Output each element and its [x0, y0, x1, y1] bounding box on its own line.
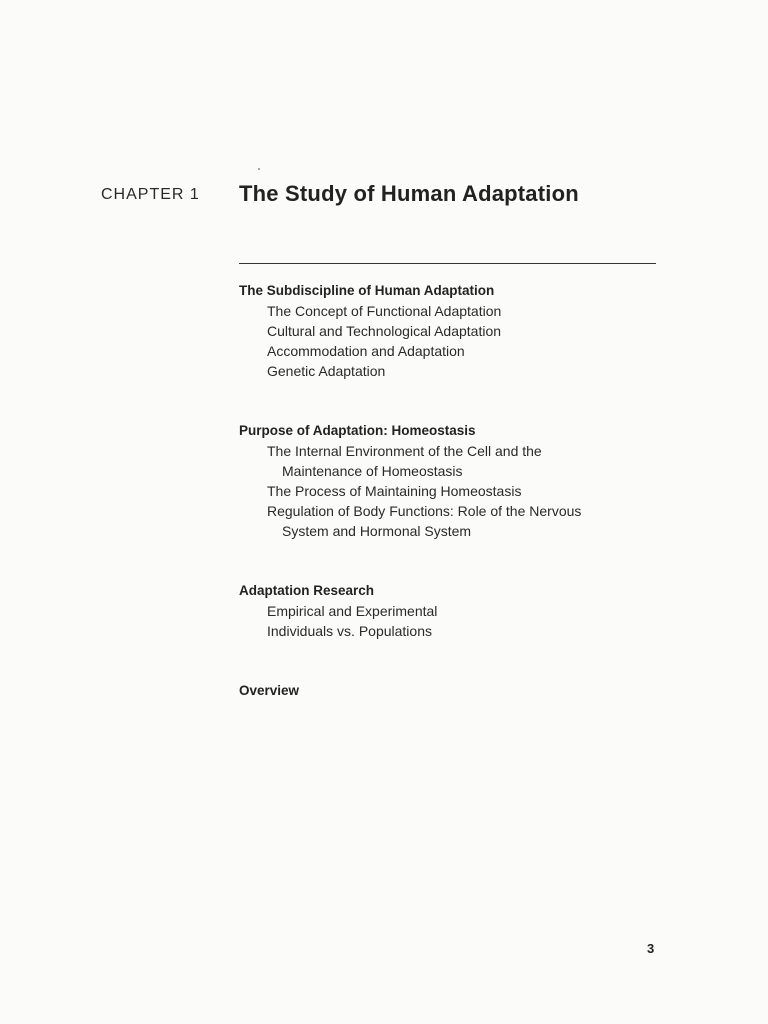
outline-item-continuation: Maintenance of Homeostasis: [282, 463, 463, 479]
chapter-title: The Study of Human Adaptation: [239, 181, 579, 206]
section-item-list: [239, 301, 501, 381]
section-heading: Adaptation Research: [239, 583, 375, 598]
print-speck: [258, 168, 260, 170]
outline-item: Empirical and Experimental: [267, 603, 438, 619]
outline-item: Accommodation and Adaptation: [267, 343, 465, 359]
outline-item: The Concept of Functional Adaptation: [267, 303, 502, 319]
outline-item: [239, 481, 581, 501]
section-heading: The Subdiscipline of Human Adaptation: [239, 283, 495, 298]
outline-item-continuation: System and Hormonal System: [282, 523, 472, 539]
outline-item-line: The Internal Environment of the Cell and the: [267, 443, 542, 459]
page-number: 3: [647, 941, 655, 956]
outline-section-research: [239, 581, 437, 641]
outline-section-overview: [239, 681, 299, 701]
section-heading: Purpose of Adaptation: Homeostasis: [239, 423, 476, 438]
outline-item: [239, 501, 581, 541]
outline-item-line: The Process of Maintaining Homeostasis: [267, 483, 522, 499]
outline-section-homeostasis: [239, 421, 581, 541]
section-item-list: [239, 601, 437, 641]
outline-item-line: Regulation of Body Functions: Role of the Nervous: [267, 503, 582, 519]
outline-section-subdiscipline: [239, 281, 501, 381]
outline-item: Cultural and Technological Adaptation: [267, 323, 502, 339]
outline-item: Genetic Adaptation: [267, 363, 386, 379]
section-heading: Overview: [239, 683, 300, 698]
title-divider: [239, 263, 656, 264]
chapter-label: CHAPTER 1: [101, 186, 200, 203]
outline-item: Individuals vs. Populations: [267, 623, 432, 639]
section-item-list: [239, 441, 581, 541]
outline-item: [239, 441, 581, 481]
